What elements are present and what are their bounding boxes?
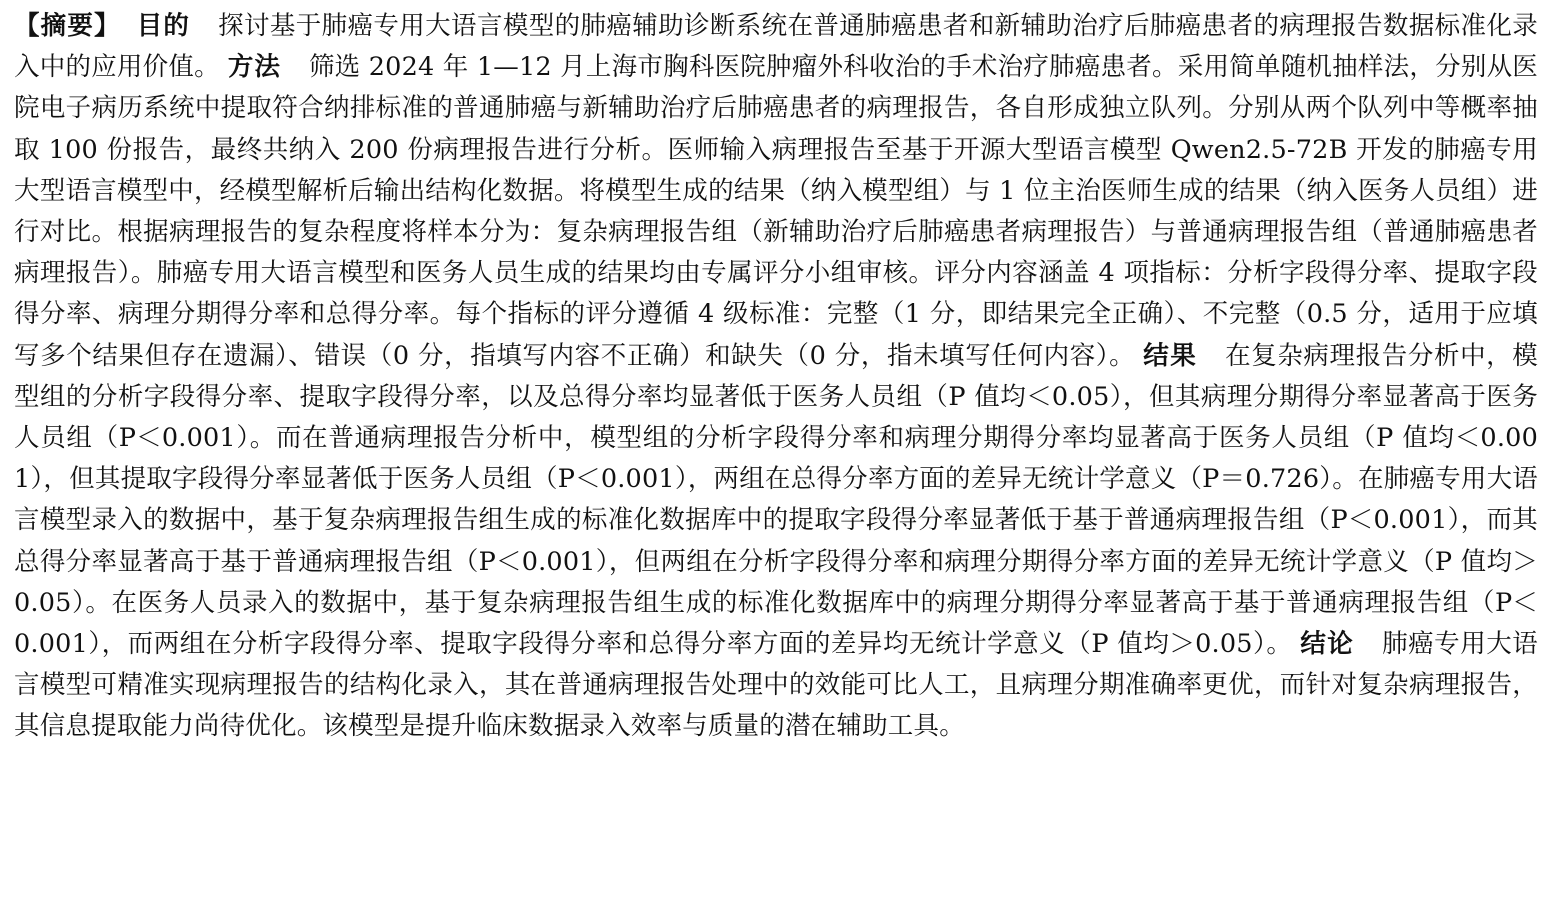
results-heading: 结果 — [1143, 340, 1198, 371]
methods-text: 筛选 2024 年 1—12 月上海市胸科医院肿瘤外科收治的手术治疗肺癌患者。采用简单随机抽样法，分别从医院电子病历系统中提取符合纳排标准的普通肺癌与新辅助治疗后肺癌患者的病理报告，各自形成独立队列。分别从两个队列中等概率抽取 100 份报告，最终共纳入 200 份病理报告进行分析。医师输入病理报告至基于开源大型语言模型 Qwen2.5-72B 开发的肺癌专用大型语言模型中，经模型解析后输出结构化数据。将模型生成的结果（纳入模型组）与 1 位主治医师生成的结果（纳入医务人员组）进行对比。根据病理报告的复杂程度将样本分为：复杂病理报告组（新辅助治疗后肺癌患者病理报告）与普通病理报告组（普通肺癌患者病理报告）。肺癌专用大语言模型和医务人员生成的结果均由专属评分小组审核。评分内容涵盖 4 项指标：分析字段得分率、提取字段得分率、病理分期得分率和总得分率。每个指标的评分遵循 4 级标准：完整（1 分，即结果完全正确）、不完整（0.5 分，适用于应填写多个结果但存在遗漏）、错误（0 分，指填写内容不正确）和缺失（0 分，指未填写任何内容）。 — [14, 52, 1538, 371]
conclusion-heading: 结论 — [1300, 629, 1355, 660]
methods-heading: 方法 — [227, 52, 281, 83]
abstract-paragraph — [14, 6, 1538, 748]
abstract-label: 【摘要】 — [14, 11, 121, 41]
objective-text: 探讨基于肺癌专用大语言模型的肺癌辅助诊断系统在普通肺癌患者和新辅助治疗后肺癌患者的病理报告数据标准化录入中的应用价值。 — [14, 11, 1538, 83]
conclusion-text: 肺癌专用大语言模型可精准实现病理报告的结构化录入，其在普通病理报告处理中的效能可比人工，且病理分期准确率更优，而针对复杂病理报告，其信息提取能力尚待优化。该模型是提升临床数据录入效率与质量的潜在辅助工具。 — [14, 629, 1538, 742]
objective-heading: 目的 — [136, 11, 191, 41]
results-text: 在复杂病理报告分析中，模型组的分析字段得分率、提取字段得分率，以及总得分率均显著低于医务人员组（P 值均＜0.05），但其病理分期得分率显著高于医务人员组（P＜0.001）。而在普通病理报告分析中，模型组的分析字段得分率和病理分期得分率均显著高于医务人员组（P 值均＜0.001），但其提取字段得分率显著低于医务人员组（P＜0.001），两组在总得分率方面的差异无统计学意义（P＝0.726）。在肺癌专用大语言模型录入的数据中，基于复杂病理报告组生成的标准化数据库中的提取字段得分率显著低于基于普通病理报告组（P＜0.001），而其总得分率显著高于基于普通病理报告组（P＜0.001），但两组在分析字段得分率和病理分期得分率方面的差异无统计学意义（P 值均＞0.05）。在医务人员录入的数据中，基于复杂病理报告组生成的标准化数据库中的病理分期得分率显著高于基于普通病理报告组（P＜0.001），而两组在分析字段得分率、提取字段得分率和总得分率方面的差异均无统计学意义（P 值均＞0.05）。 — [14, 340, 1538, 660]
